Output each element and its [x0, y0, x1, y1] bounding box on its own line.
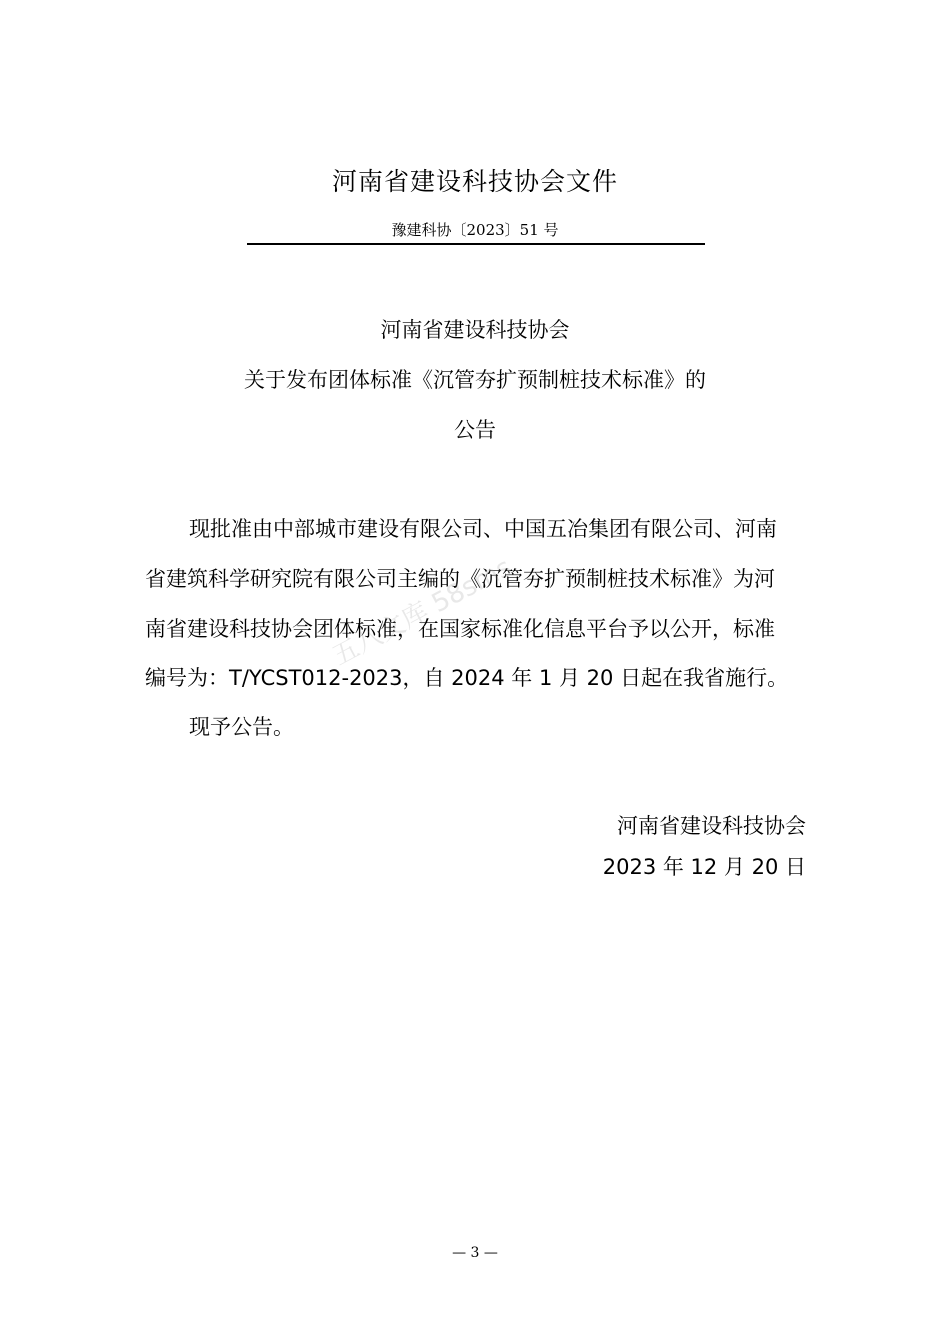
watermark: 五八文库 58sms — [327, 552, 517, 672]
notice-title-line-3: 公告 — [454, 418, 496, 442]
header-divider — [247, 243, 705, 245]
notice-title-line-1: 河南省建设科技协会 — [380, 318, 570, 342]
notice-title-line-2: 关于发布团体标准《沉管夯扩预制桩技术标准》的 — [244, 368, 706, 392]
document-issuer-title: 河南省建设科技协会文件 — [331, 167, 618, 196]
body-line-2: 省建筑科学研究院有限公司主编的《沉管夯扩预制桩技术标准》为河 — [145, 567, 775, 591]
page-number: — 3 — — [452, 1245, 498, 1261]
signature-organization: 河南省建设科技协会 — [617, 814, 806, 838]
body-line-5: 现予公告。 — [189, 715, 294, 739]
body-line-4: 编号为：T/YCST012-2023，自 2024 年 1 月 20 日起在我省施行。 — [145, 666, 789, 690]
signature-date: 2023 年 12 月 20 日 — [602, 855, 806, 879]
body-line-1: 现批准由中部城市建设有限公司、中国五冶集团有限公司、河南 — [189, 517, 777, 541]
body-line-3: 南省建设科技协会团体标准，在国家标准化信息平台予以公开，标准 — [145, 617, 775, 641]
document-number: 豫建科协〔2023〕51 号 — [391, 221, 559, 239]
